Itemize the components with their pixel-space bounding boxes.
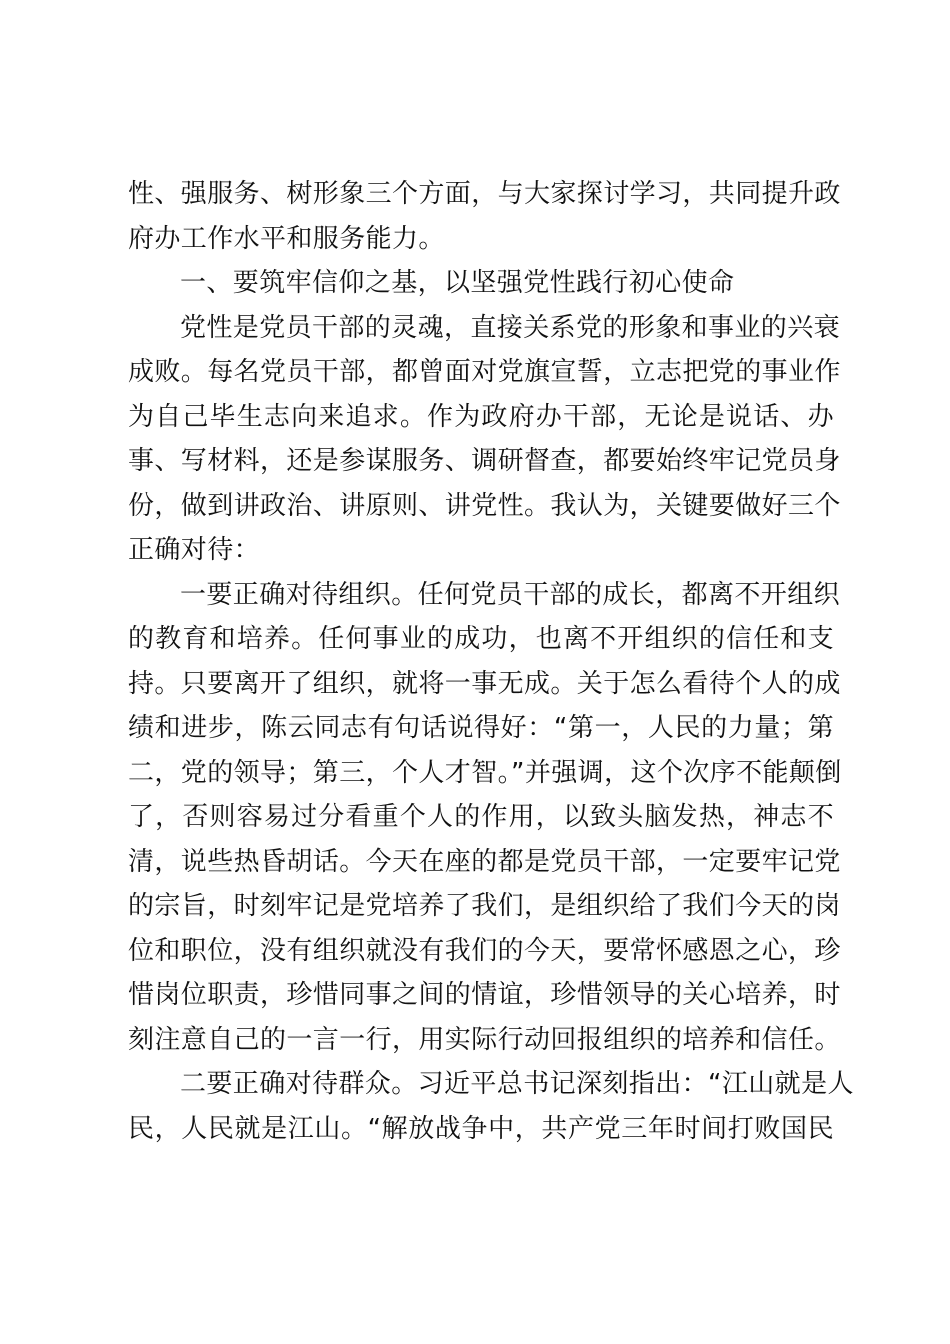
text-line: 的教育和培养。任何事业的成功，也离不开组织的信任和支 bbox=[128, 624, 834, 654]
text-line: 为自己毕生志向来追求。作为政府办干部，无论是说话、办 bbox=[128, 401, 834, 432]
text-line: 持。只要离开了组织，就将一事无成。关于怎么看待个人的成 bbox=[128, 668, 841, 699]
document-body bbox=[128, 172, 854, 1151]
text-line: 的宗旨，时刻牢记是党培养了我们，是组织给了我们今天的岗 bbox=[128, 891, 841, 921]
text-line: 了，否则容易过分看重个人的作用，以致头脑发热，神志不 bbox=[128, 802, 834, 832]
text-line: 绩和进步，陈云同志有句话说得好：“第一，人民的力量；第 bbox=[128, 713, 834, 743]
text-line: 刻注意自己的一言一行，用实际行动回报组织的培养和信任。 bbox=[128, 1024, 841, 1055]
text-line: 一要正确对待组织。任何党员干部的成长，都离不开组织 bbox=[180, 579, 841, 610]
text-line: 性、强服务、树形象三个方面，与大家探讨学习，共同提升政 bbox=[128, 179, 841, 209]
text-line: 位和职位，没有组织就没有我们的今天，要常怀感恩之心，珍 bbox=[128, 935, 841, 966]
text-line: 清，说些热昏胡话。今天在座的都是党员干部，一定要牢记党 bbox=[128, 846, 841, 877]
text-line: 惜岗位职责，珍惜同事之间的情谊，珍惜领导的关心培养，时 bbox=[128, 980, 841, 1010]
text-line: 党性是党员干部的灵魂，直接关系党的形象和事业的兴衰 bbox=[180, 312, 841, 343]
text-line: 民，人民就是江山。“解放战争中，共产党三年时间打败国民 bbox=[128, 1113, 834, 1144]
text-line: 二，党的领导；第三，个人才智。”并强调，这个次序不能颠倒 bbox=[128, 757, 842, 788]
text-line: 正确对待： bbox=[128, 535, 261, 565]
text-line: 成败。每名党员干部，都曾面对党旗宣誓，立志把党的事业作 bbox=[128, 357, 841, 387]
text-line: 一、要筑牢信仰之基，以坚强党性践行初心使命 bbox=[180, 268, 735, 298]
text-line: 二要正确对待群众。习近平总书记深刻指出：“江山就是人 bbox=[180, 1069, 854, 1099]
text-line: 府办工作水平和服务能力。 bbox=[128, 223, 445, 254]
text-line: 事、写材料，还是参谋服务、调研督查，都要始终牢记党员身 bbox=[128, 446, 841, 476]
text-line: 份，做到讲政治、讲原则、讲党性。我认为，关键要做好三个 bbox=[128, 490, 841, 521]
